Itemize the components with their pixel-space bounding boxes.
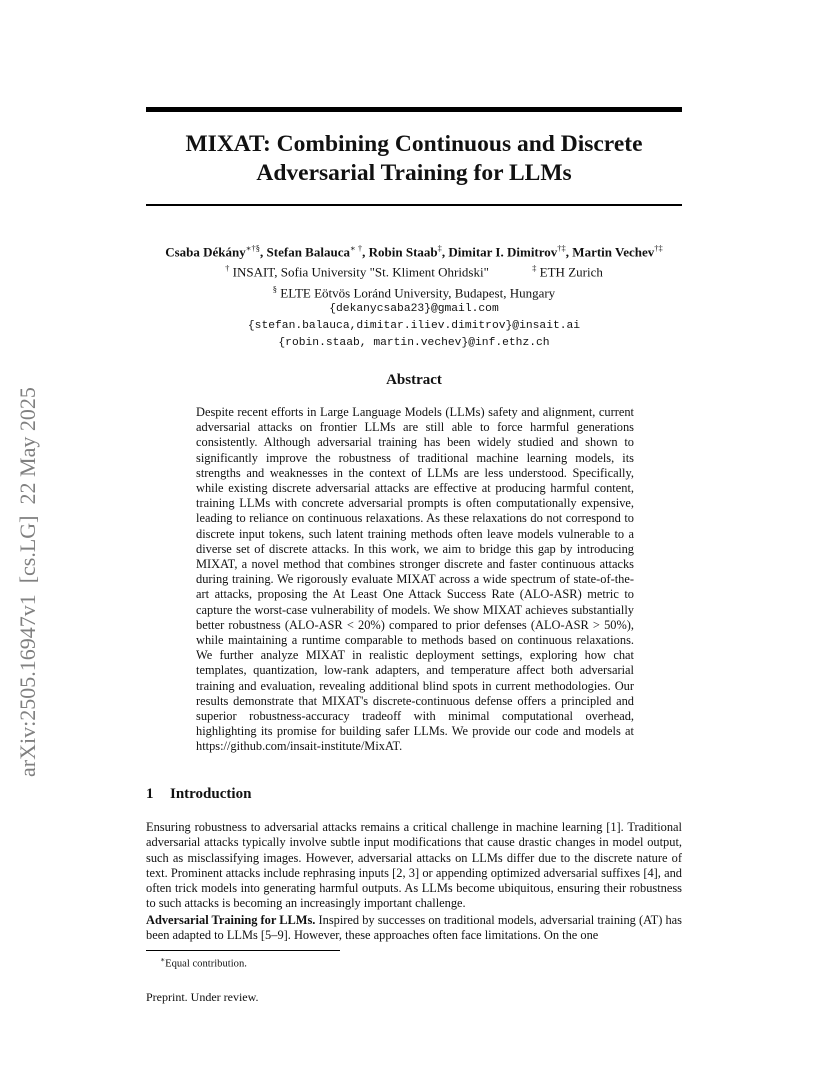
intro-paragraph-2 <box>146 913 682 944</box>
email-line: {stefan.balauca,dimitar.iliev.dimitrov}@insait.ai <box>247 319 581 332</box>
author-marks: †‡ <box>557 243 566 253</box>
author-name: Stefan Balauca <box>266 244 350 260</box>
email-line: {dekanycsaba23}@gmail.com <box>329 302 499 315</box>
affiliation-insait: INSAIT, Sofia University "St. Kliment Ohridski" <box>232 264 489 280</box>
author-name: Dimitar I. Dimitrov <box>448 244 558 260</box>
author-marks: †‡ <box>654 243 663 253</box>
abstract-heading: Abstract <box>386 372 442 388</box>
intro-paragraph-1: Ensuring robustness to adversarial attacks remains a critical challenge in machine learning [1]. Traditional adversarial attacks typically involve subtle input modifications that cause drastic changes in model output, such as misclassifying images. However, adversarial attacks on LLMs differ due to the discrete nature of text. Prominent attacks include rephrasing inputs [2, 3] or appending optimized adversarial suffixes [4], and often trick models into generating harmful outputs. As LLMs become ubiquitous, ensuring their robustness to such attacks is becoming an increasingly important challenge. <box>146 820 682 911</box>
footnote-text: Equal contribution. <box>165 958 247 970</box>
author-marks: ∗†§ <box>245 243 261 253</box>
affiliation-line-2 <box>120 281 708 301</box>
author-list: Csaba Dékány∗†§, Stefan Balauca∗ †, Robin Staab‡, Dimitar I. Dimitrov†‡, Martin Vechev†‡ <box>165 243 663 260</box>
title-line-1: MIXAT: Combining Continuous and Discrete <box>185 131 643 157</box>
title-rule-bottom <box>146 204 682 206</box>
email-line: {robin.staab, martin.vechev}@inf.ethz.ch <box>278 336 550 349</box>
section-title: Introduction <box>170 786 252 802</box>
paper-title <box>146 130 682 188</box>
author-name: Martin Vechev <box>572 244 655 260</box>
affiliation-elte: ELTE Eötvös Loránd University, Budapest, Hungary <box>280 284 556 300</box>
footnote <box>160 955 247 970</box>
abstract-text: Despite recent efforts in Large Language Models (LLMs) safety and alignment, current adversarial attacks on frontier LLMs are still able to force harmful generations consistently. Although adversarial training has been widely studied and shown to significantly improve the robustness of traditional machine learning models, its strengths and weaknesses in the context of LLMs are less understood. Specifically, while existing discrete adversarial attacks are effective at producing harmful content, training LLMs with concrete adversarial prompts is often computationally expensive, leading to reliance on continuous relaxations. As these relaxations do not correspond to discrete input tokens, such latent training methods often leave models vulnerable to a diverse set of discrete attacks. In this work, we aim to bridge this gap by introducing MIXAT, a novel method that combines stronger discrete and faster continuous attacks during training. We rigorously evaluate MIXAT across a wide spectrum of state-of-the-art attacks, proposing the At Least One Attack Success Rate (ALO-ASR) metric to capture the worst-case vulnerability of models. We show MIXAT achieves substantially better robustness (ALO-ASR < 20%) compared to prior defenses (ALO-ASR > 50%), while maintaining a runtime comparable to methods based on continuous relaxations. We further analyze MIXAT in realistic deployment settings, exploring how chat templates, quantization, low-rank adapters, and temperature affect both adversarial training and evaluation, revealing additional blind spots in current methodologies. Our results demonstrate that MIXAT's discrete-continuous defense offers a principled and superior robustness-accuracy tradeoff with minimal computational overhead, highlighting its promise for building safer LLMs. We provide our code and models at https://github.com/insait-institute/MixAT. <box>196 405 634 754</box>
affiliation-mark: § <box>272 283 278 294</box>
affiliation-eth: ETH Zurich <box>539 264 603 280</box>
author-name: Robin Staab <box>368 244 438 260</box>
author-block <box>120 240 708 352</box>
footnote-rule <box>146 950 340 951</box>
affiliation-mark: ‡ <box>532 263 537 274</box>
author-marks: ∗ † <box>349 243 363 253</box>
affiliation-line-1 <box>120 260 708 280</box>
title-line-2: Adversarial Training for LLMs <box>256 160 572 186</box>
arxiv-stamp-text: arXiv:2505.16947v1 [cs.LG] 22 May 2025 <box>15 387 40 777</box>
title-rule-top <box>146 107 682 112</box>
author-name: Csaba Dékány <box>165 244 246 260</box>
author-marks: ‡ <box>437 243 442 253</box>
section-heading <box>146 786 251 803</box>
preprint-note: Preprint. Under review. <box>146 990 259 1004</box>
arxiv-stamp <box>8 285 44 777</box>
affiliation-mark: † <box>225 263 230 274</box>
paragraph-body: Inspired by successes on traditional models, adversarial training (AT) has been adapted to LLMs [5–9]. However, these approaches often face limitations. On the one <box>146 913 683 943</box>
paragraph-lead: Adversarial Training for LLMs. <box>146 913 316 927</box>
section-number: 1 <box>146 786 154 802</box>
footnote-mark: ∗ <box>160 955 166 964</box>
